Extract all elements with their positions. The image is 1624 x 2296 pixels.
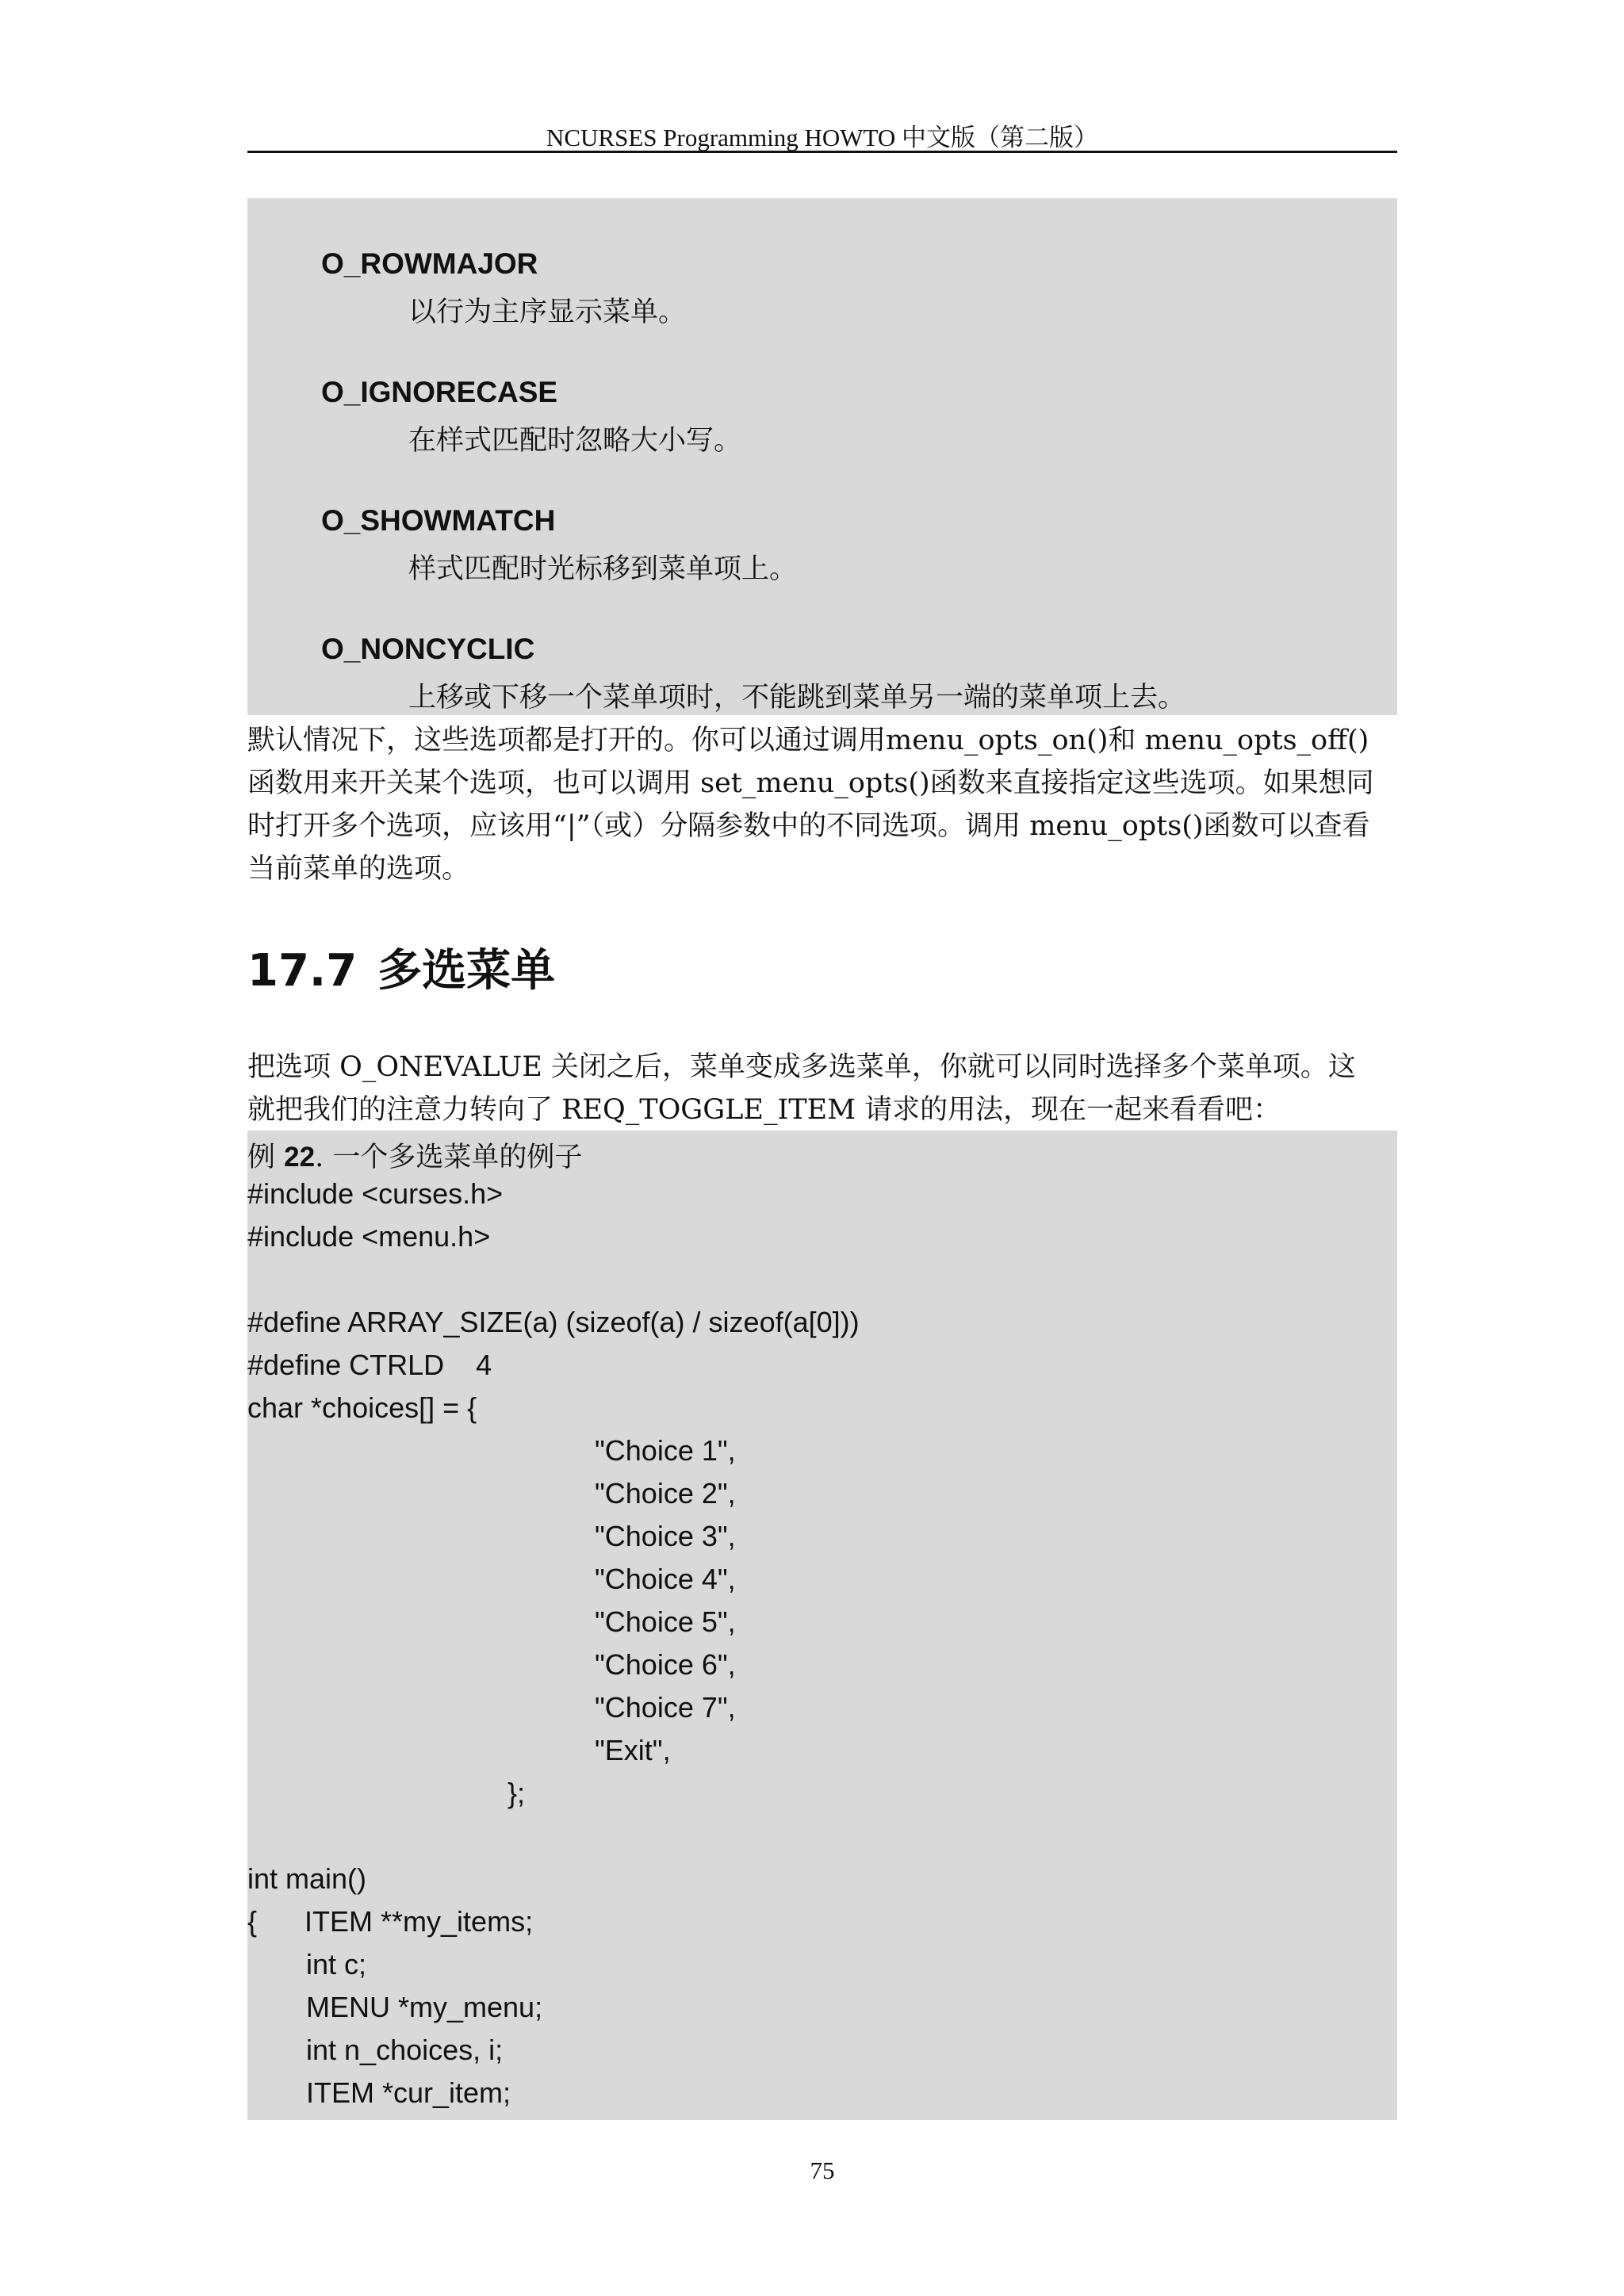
code-line: "Exit", [595, 1734, 671, 1766]
code-listing-box [247, 1131, 1397, 2120]
code-line: int main() [247, 1862, 367, 1895]
code-line: "Choice 1", [595, 1434, 736, 1467]
example-caption-text: . 一个多选菜单的例子 [315, 1142, 583, 1173]
code-line: #define CTRLD 4 [247, 1349, 492, 1381]
code-line: ITEM *cur_item; [306, 2076, 511, 2109]
paragraph-line: 当前菜单的选项。 [247, 853, 470, 885]
code-line: #define ARRAY_SIZE(a) (sizeof(a) / sizeof(a[0])) [247, 1306, 860, 1338]
code-line: }; [508, 1777, 526, 1809]
option-term: O_IGNORECASE [321, 376, 558, 408]
code-line: MENU *my_menu; [306, 1991, 543, 2023]
option-description: 样式匹配时光标移到菜单项上。 [408, 553, 798, 585]
code-line: "Choice 5", [595, 1605, 736, 1638]
option-term: O_NONCYCLIC [321, 633, 535, 665]
section-number: 17.7 [247, 945, 358, 997]
code-line: "Choice 7", [595, 1691, 736, 1724]
code-line: "Choice 6", [595, 1648, 736, 1681]
code-line: "Choice 4", [595, 1563, 736, 1595]
option-description: 上移或下移一个菜单项时，不能跳到菜单另一端的菜单项上去。 [408, 682, 1186, 714]
paragraph-line: 时打开多个选项，应该用“|”（或）分隔参数中的不同选项。调用 menu_opts()函数可以查看 [247, 810, 1370, 842]
code-line: #include <curses.h> [247, 1177, 504, 1210]
code-line: int c; [306, 1948, 367, 1980]
paragraph-line: 函数用来开关某个选项，也可以调用 set_menu_opts()函数来直接指定这些选项。如果想同 [247, 767, 1374, 799]
code-line: { ITEM **my_items; [247, 1905, 534, 1938]
paragraph-line: 默认情况下，这些选项都是打开的。你可以通过调用menu_opts_on()和 menu_opts_off() [247, 725, 1369, 756]
page-number: 75 [810, 2156, 835, 2184]
header-rule [247, 151, 1397, 153]
code-line: char *choices[] = { [247, 1391, 477, 1424]
section-heading [247, 936, 555, 999]
option-term: O_ROWMAJOR [321, 247, 538, 280]
code-line: int n_choices, i; [306, 2034, 504, 2066]
option-description: 以行为主序显示菜单。 [408, 297, 687, 328]
example-caption [247, 1135, 582, 1175]
example-prefix: 例 [247, 1142, 285, 1173]
paragraph-line: 就把我们的注意力转向了 REQ_TOGGLE_ITEM 请求的用法，现在一起来看看吧： [247, 1094, 1281, 1126]
example-number: 22 [284, 1142, 316, 1173]
code-line: "Choice 2", [595, 1477, 736, 1510]
section-title-text: 多选菜单 [377, 945, 556, 997]
option-term: O_SHOWMATCH [321, 504, 556, 537]
code-line: #include <menu.h> [247, 1220, 491, 1253]
running-header: NCURSES Programming HOWTO 中文版（第二版） [546, 124, 1099, 151]
paragraph-line: 把选项 O_ONEVALUE 关闭之后，菜单变成多选菜单，你就可以同时选择多个菜单项。这 [247, 1051, 1356, 1083]
code-line: "Choice 3", [595, 1520, 736, 1552]
option-description: 在样式匹配时忽略大小写。 [408, 425, 742, 457]
